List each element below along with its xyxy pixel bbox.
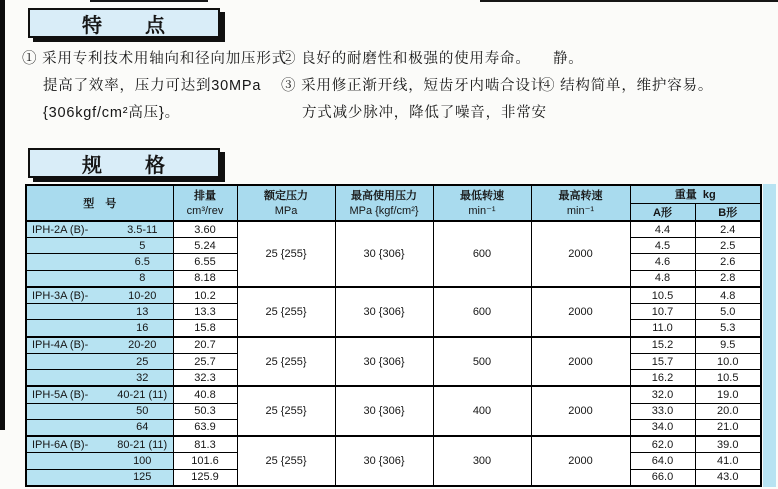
model-cell [26,304,173,320]
page-edge-top [90,0,208,2]
feature-text: {306kgf/cm²高压}。 [43,105,180,121]
weight-a-cell: 11.0 [630,320,695,337]
max-speed-cell: 2000 [531,436,630,486]
model-size: 80-21 (11) [117,438,168,451]
model-cell-content [27,455,173,467]
col-header-unit: min⁻¹ [468,204,496,217]
col-header-max-speed [531,185,630,221]
model-cell [26,287,173,304]
feature-text: ③ 采用修正渐开线，短齿牙内啮合设计 [281,78,546,94]
model-cell [26,238,173,254]
rated-pressure-cell: 25 {255} [237,436,335,486]
table-row [26,221,761,238]
model-size: 40-21 (11) [117,389,168,402]
col-header-weight: 重量 kg [630,185,761,203]
weight-a-cell: 62.0 [630,436,695,453]
col-header-weight-b: B形 [695,203,761,221]
model-size: 25 [136,355,149,368]
feature-text: 方式减少脉冲，降低了噪音，非常安 [302,105,547,121]
model-size: 100 [133,454,152,467]
weight-b-cell: 20.0 [695,403,761,419]
max-pressure-cell: 30 {306} [335,337,433,387]
model-cell-content [27,272,173,284]
col-header-unit: min⁻¹ [566,204,595,217]
col-header-model: 型 号 [26,185,173,221]
model-size: 20-20 [128,339,157,352]
displacement-cell: 15.8 [173,320,237,337]
weight-a-cell: 64.0 [630,453,695,469]
displacement-cell: 10.2 [173,287,237,304]
model-cell-content [27,240,173,252]
weight-b-cell: 9.5 [695,337,761,354]
weight-a-cell: 15.7 [630,353,695,369]
model-size: 6.5 [134,256,150,269]
displacement-cell: 6.55 [173,254,237,270]
model-size: 5 [139,239,146,252]
model-cell [26,419,173,436]
model-cell [26,337,173,354]
weight-a-cell: 4.6 [630,254,695,270]
displacement-cell: 20.7 [173,337,237,354]
feature-text: 静。 [553,51,584,67]
model-cell-content [27,389,173,401]
model-size: 16 [136,322,149,334]
model-cell-content [27,256,173,268]
col-header-max-pressure [335,185,433,221]
weight-b-cell: 10.0 [695,353,761,369]
features-column-1 [22,46,287,127]
max-speed-cell: 2000 [531,386,630,436]
spec-table-head [26,185,761,221]
model-cell-content [27,290,173,302]
weight-b-cell: 5.3 [695,320,761,337]
col-header-label: 最高转速 [558,189,603,202]
weight-b-cell: 4.8 [695,287,761,304]
model-cell-content [27,471,173,483]
weight-a-cell: 16.2 [630,370,695,387]
section-title-specs: 规 格 [28,148,220,178]
model-cell-content [27,356,173,368]
displacement-cell: 81.3 [173,436,237,453]
min-speed-cell: 400 [433,386,531,436]
model-cell [26,353,173,369]
weight-b-cell: 2.4 [695,221,761,238]
weight-b-cell: 10.5 [695,370,761,387]
feature-text: 提高了效率，压力可达到30MPa [43,78,262,94]
min-speed-cell: 300 [433,436,531,486]
max-speed-cell: 2000 [531,337,630,387]
weight-b-cell: 19.0 [695,386,761,403]
col-header-label: 最高使用压力 [351,189,417,202]
table-row [26,337,761,354]
model-size: 8 [139,272,146,285]
col-header-label: 额定压力 [264,189,308,202]
model-cell [26,386,173,403]
col-header-rated-pressure [237,185,335,221]
weight-a-cell: 4.4 [630,221,695,238]
feature-text: ① 采用专利技术用轴向和径向加压形式 [22,51,287,67]
features-column-3 [540,46,713,100]
weight-a-cell: 34.0 [630,419,695,436]
section-title-features: 特 点 [28,8,220,38]
rated-pressure-cell: 25 {255} [237,287,335,337]
model-size: 3.5-11 [127,223,158,236]
weight-a-cell: 33.0 [630,403,695,419]
model-prefix: IPH-4A (B)- [32,339,89,352]
displacement-cell: 8.18 [173,270,237,287]
weight-b-cell: 41.0 [695,453,761,469]
max-pressure-cell: 30 {306} [335,287,433,337]
weight-a-cell: 4.8 [630,270,695,287]
rated-pressure-cell: 25 {255} [237,337,335,387]
col-header-unit: cm³/rev [186,204,224,217]
displacement-cell: 40.8 [173,386,237,403]
model-cell-content [27,421,173,433]
weight-a-cell: 4.5 [630,238,695,254]
weight-a-cell: 66.0 [630,469,695,486]
model-cell-content [27,439,173,451]
model-prefix: IPH-2A (B)- [32,223,89,236]
model-cell-content [27,372,173,384]
weight-a-cell: 15.2 [630,337,695,354]
displacement-cell: 13.3 [173,304,237,320]
model-size: 50 [136,405,149,418]
max-pressure-cell: 30 {306} [335,436,433,486]
col-header-label: 最低转速 [460,189,504,202]
max-speed-cell: 2000 [531,287,630,337]
displacement-cell: 50.3 [173,403,237,419]
model-cell-content [27,405,173,417]
col-header-label: 排量 [194,189,216,202]
displacement-cell: 101.6 [173,453,237,469]
model-cell [26,221,173,238]
weight-b-cell: 5.0 [695,304,761,320]
table-row [26,436,761,453]
min-speed-cell: 600 [433,221,531,287]
rated-pressure-cell: 25 {255} [237,386,335,436]
max-pressure-cell: 30 {306} [335,386,433,436]
model-size: 10-20 [128,289,157,302]
model-prefix: IPH-6A (B)- [32,438,89,451]
weight-b-cell: 2.8 [695,270,761,287]
model-cell [26,320,173,337]
displacement-cell: 3.60 [173,221,237,238]
col-header-weight-a: A形 [630,203,695,221]
model-cell [26,254,173,270]
model-cell-content [27,322,173,334]
displacement-cell: 63.9 [173,419,237,436]
model-size: 64 [136,421,149,434]
max-speed-cell: 2000 [531,221,630,287]
col-header-min-speed [433,185,531,221]
displacement-cell: 25.7 [173,353,237,369]
spec-table [25,184,762,487]
page-edge-top [480,0,778,2]
weight-a-cell: 10.7 [630,304,695,320]
weight-b-cell: 43.0 [695,469,761,486]
features-column-2 [281,46,547,127]
weight-b-cell: 39.0 [695,436,761,453]
rated-pressure-cell: 25 {255} [237,221,335,287]
weight-b-cell: 21.0 [695,419,761,436]
model-size: 125 [133,471,152,484]
weight-b-cell: 2.6 [695,254,761,270]
min-speed-cell: 500 [433,337,531,387]
model-cell [26,436,173,453]
model-prefix: IPH-3A (B)- [32,289,89,302]
weight-a-cell: 32.0 [630,386,695,403]
max-pressure-cell: 30 {306} [335,221,433,287]
page-edge-tab [763,184,776,487]
model-cell-content [27,224,173,236]
col-header-displacement [173,185,237,221]
model-cell [26,403,173,419]
model-size: 32 [136,371,149,384]
model-cell [26,370,173,387]
page-edge-left [0,0,5,430]
model-cell [26,469,173,486]
feature-text: ② 良好的耐磨性和极强的使用寿命。 [281,51,531,67]
model-prefix: IPH-5A (B)- [32,389,89,402]
displacement-cell: 5.24 [173,238,237,254]
model-size: 13 [136,305,149,318]
displacement-cell: 125.9 [173,469,237,486]
table-row [26,287,761,304]
col-header-unit: MPa [274,204,298,217]
spec-table-body [26,221,761,486]
model-cell [26,270,173,287]
weight-b-cell: 2.5 [695,238,761,254]
weight-a-cell: 10.5 [630,287,695,304]
displacement-cell: 32.3 [173,370,237,387]
feature-text: ④ 结构简单，维护容易。 [540,78,714,94]
model-cell-content [27,306,173,318]
model-cell-content [27,339,173,351]
min-speed-cell: 600 [433,287,531,337]
model-cell [26,453,173,469]
col-header-unit: MPa {kgf/cm²} [349,204,419,217]
table-row [26,386,761,403]
